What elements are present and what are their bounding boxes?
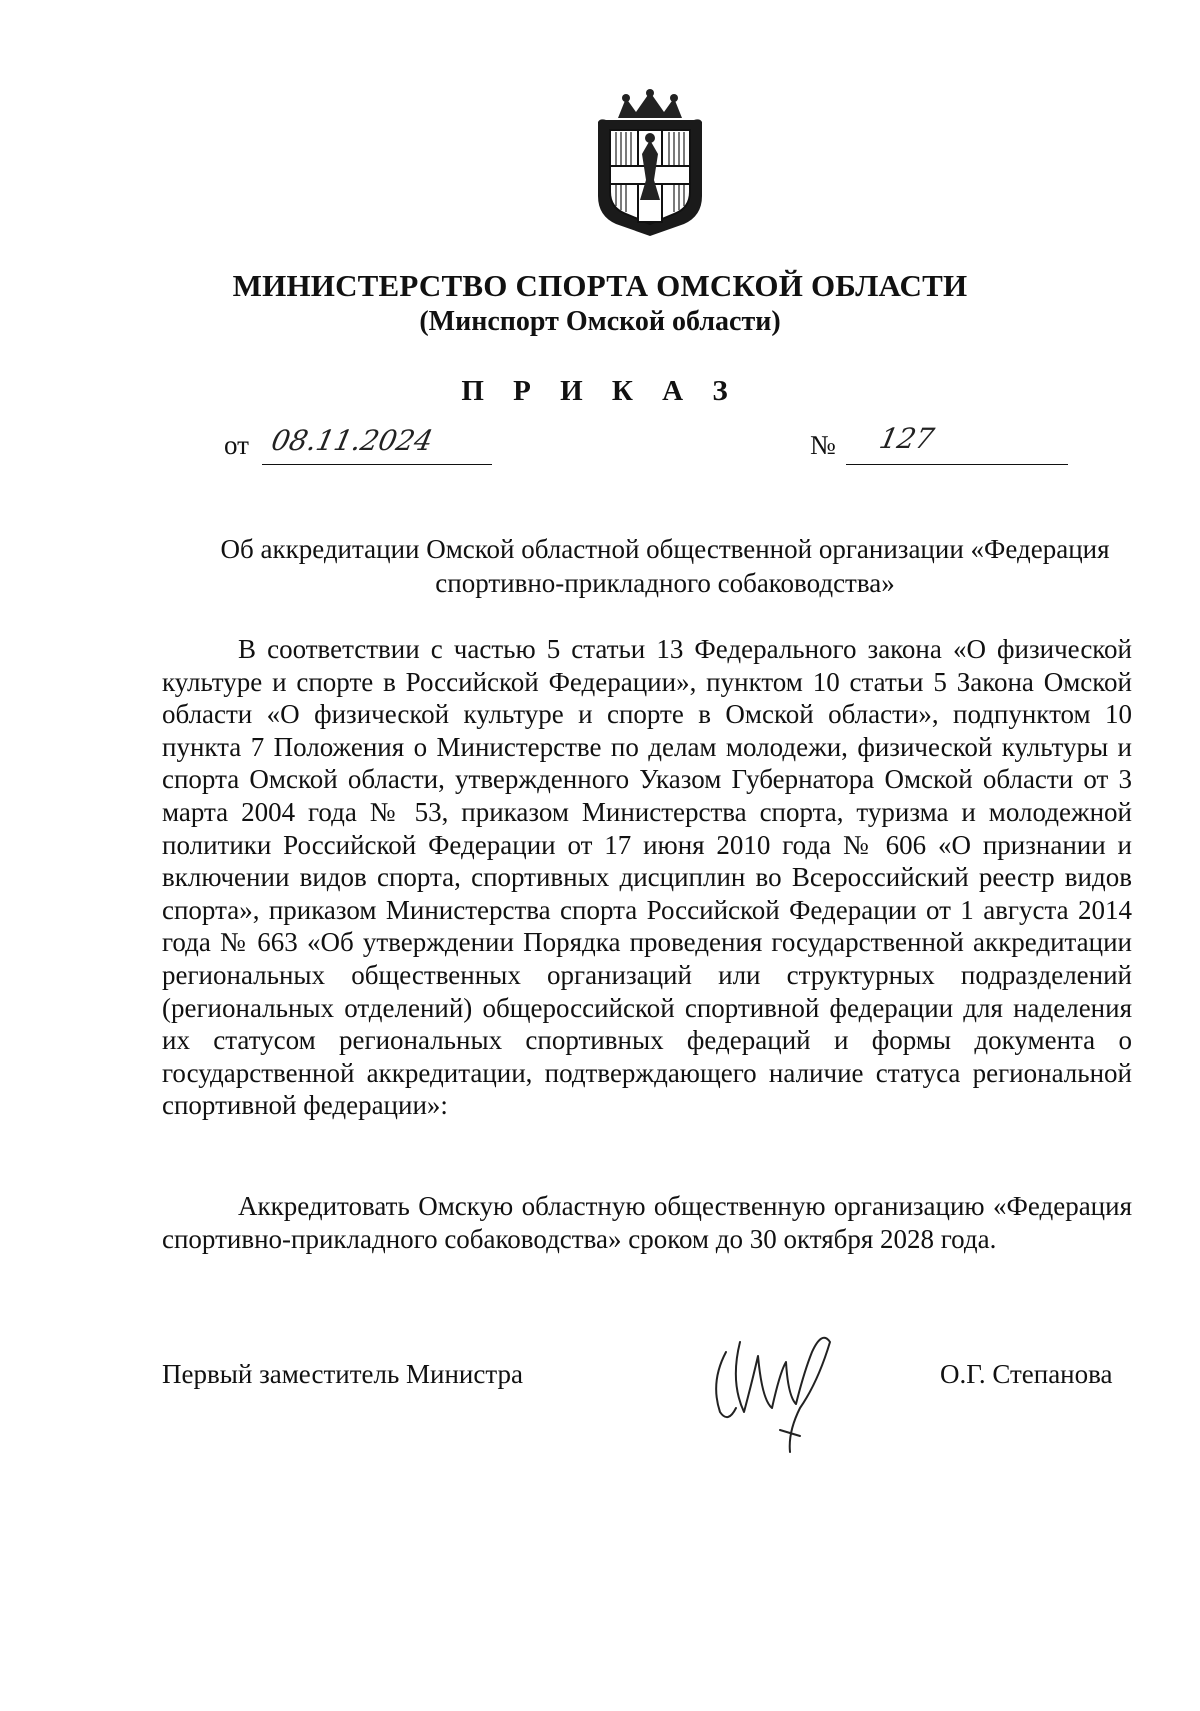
body-paragraph-1 bbox=[162, 633, 1132, 1122]
signatory-name: О.Г. Степанова bbox=[940, 1359, 1113, 1389]
document-type: П Р И К А З bbox=[461, 375, 739, 407]
order-subject: Об аккредитации Омской областной общественной организации «Федерация спортивно-прикладного собаководства» bbox=[220, 534, 1110, 598]
number-label: № bbox=[810, 430, 836, 460]
signatory-position: Первый заместитель Министра bbox=[162, 1359, 523, 1389]
date-value: 08.11.2024 bbox=[268, 424, 436, 457]
date-label: от bbox=[224, 430, 249, 460]
ministry-title: МИНИСТЕРСТВО СПОРТА ОМСКОЙ ОБЛАСТИ bbox=[232, 268, 968, 303]
ministry-short-name: (Минспорт Омской области) bbox=[419, 306, 781, 337]
coat-of-arms-icon bbox=[590, 88, 710, 238]
body-paragraph-1-text: В соответствии с частью 5 статьи 13 Федерального закона «О физической культуре и спорте в Российской Федерации», пунктом 10 статьи 5 Закона Омской области «О физической культуре и спорте в Омской области», подпунктом 10 пункта 7 Положения о Министерстве по делам молодежи, физической культуры и спорта Омской области, утвержденного Указом Губернатора Омской области от 3 марта 2004 года № 53, приказом Министерства спорта, туризма и молодежной политики Российской Федерации от 17 июня 2010 года № 606 «О признании и включении видов спорта, спортивных дисциплин во Всероссийский реестр видов спорта», приказом Министерства спорта Российской Федерации от 1 августа 2014 года № 663 «Об утверждении Порядка проведения государственной аккредитации региональных общественных организаций или структурных подразделений (региональных отделений) общероссийской спортивной федерации для наделения их статусом региональных спортивных федераций и формы документа о государственной аккредитации, подтверждающего наличие статуса региональной спортивной федерации»: bbox=[162, 634, 1132, 1121]
body-paragraph-2-text: Аккредитовать Омскую областную общественную организацию «Федерация спортивно-прикладного собаководства» сроком до 30 октября 2028 года. bbox=[162, 1191, 1132, 1254]
body-paragraph-2 bbox=[162, 1190, 1132, 1255]
signature-image bbox=[700, 1312, 860, 1462]
number-underline bbox=[846, 464, 1068, 465]
date-underline bbox=[262, 464, 492, 465]
number-value: 127 bbox=[876, 422, 937, 455]
